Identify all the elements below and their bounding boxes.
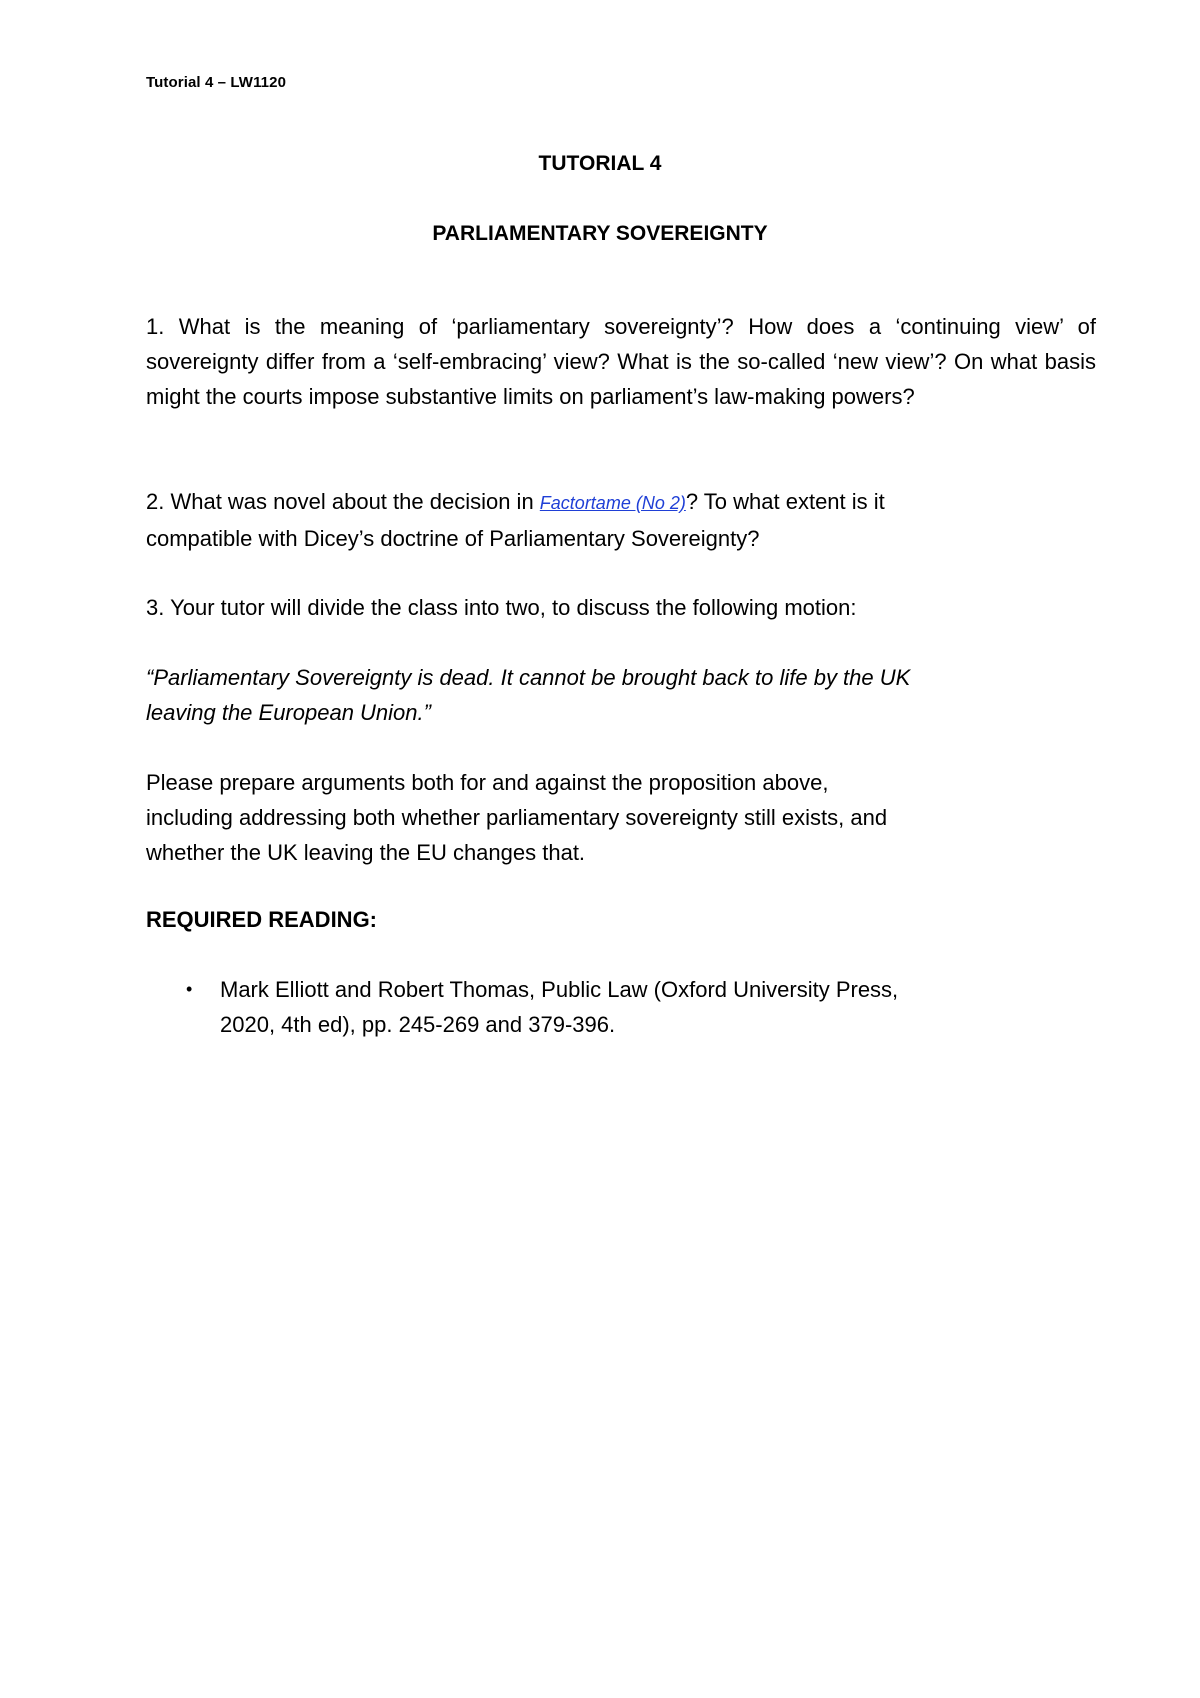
topic-title: PARLIAMENTARY SOVEREIGNTY — [432, 222, 768, 245]
instruction-line: whether the UK leaving the EU changes that. — [146, 840, 586, 865]
citation-line: 2020, 4th ed), pp. 245-269 and 379-396. — [220, 1012, 616, 1037]
debate-motion — [146, 660, 1096, 730]
instruction-line: including addressing both whether parliamentary sovereignty still exists, and — [146, 805, 888, 830]
instruction-line: Please prepare arguments both for and against the proposition above, — [146, 770, 829, 795]
question-2-text-end: ? To what extent is it compatible with Dicey’s doctrine of Parliamentary Sovereignty? — [146, 489, 885, 551]
bullet-icon: • — [186, 979, 193, 999]
question-1: 1. What is the meaning of ‘parliamentary sovereignty’? How does a ‘continuing view’ of sovereignty differ from a ‘self-embracing’ view? What is the so-called ‘new view’? On what basis might the courts impose substantive limits on parliament’s law-making powers? — [146, 314, 1096, 409]
motion-line: leaving the European Union.” — [146, 700, 431, 725]
factortame-case-link[interactable]: Factortame (No 2) — [539, 493, 686, 513]
running-header: Tutorial 4 – LW1120 — [146, 74, 287, 91]
question-3: 3. Your tutor will divide the class into two, to discuss the following motion: — [146, 595, 857, 620]
question-2-text-start: 2. What was novel about the decision in — [146, 489, 540, 514]
citation-line: Mark Elliott and Robert Thomas, Public Law (Oxford University Press, — [220, 977, 899, 1002]
question-2 — [146, 484, 966, 556]
reading-citation — [220, 972, 1020, 1042]
motion-line: “Parliamentary Sovereignty is dead. It cannot be brought back to life by the UK — [146, 665, 911, 690]
required-reading-heading: REQUIRED READING: — [146, 907, 378, 932]
preparation-instructions — [146, 765, 1096, 870]
tutorial-title: TUTORIAL 4 — [538, 152, 662, 175]
